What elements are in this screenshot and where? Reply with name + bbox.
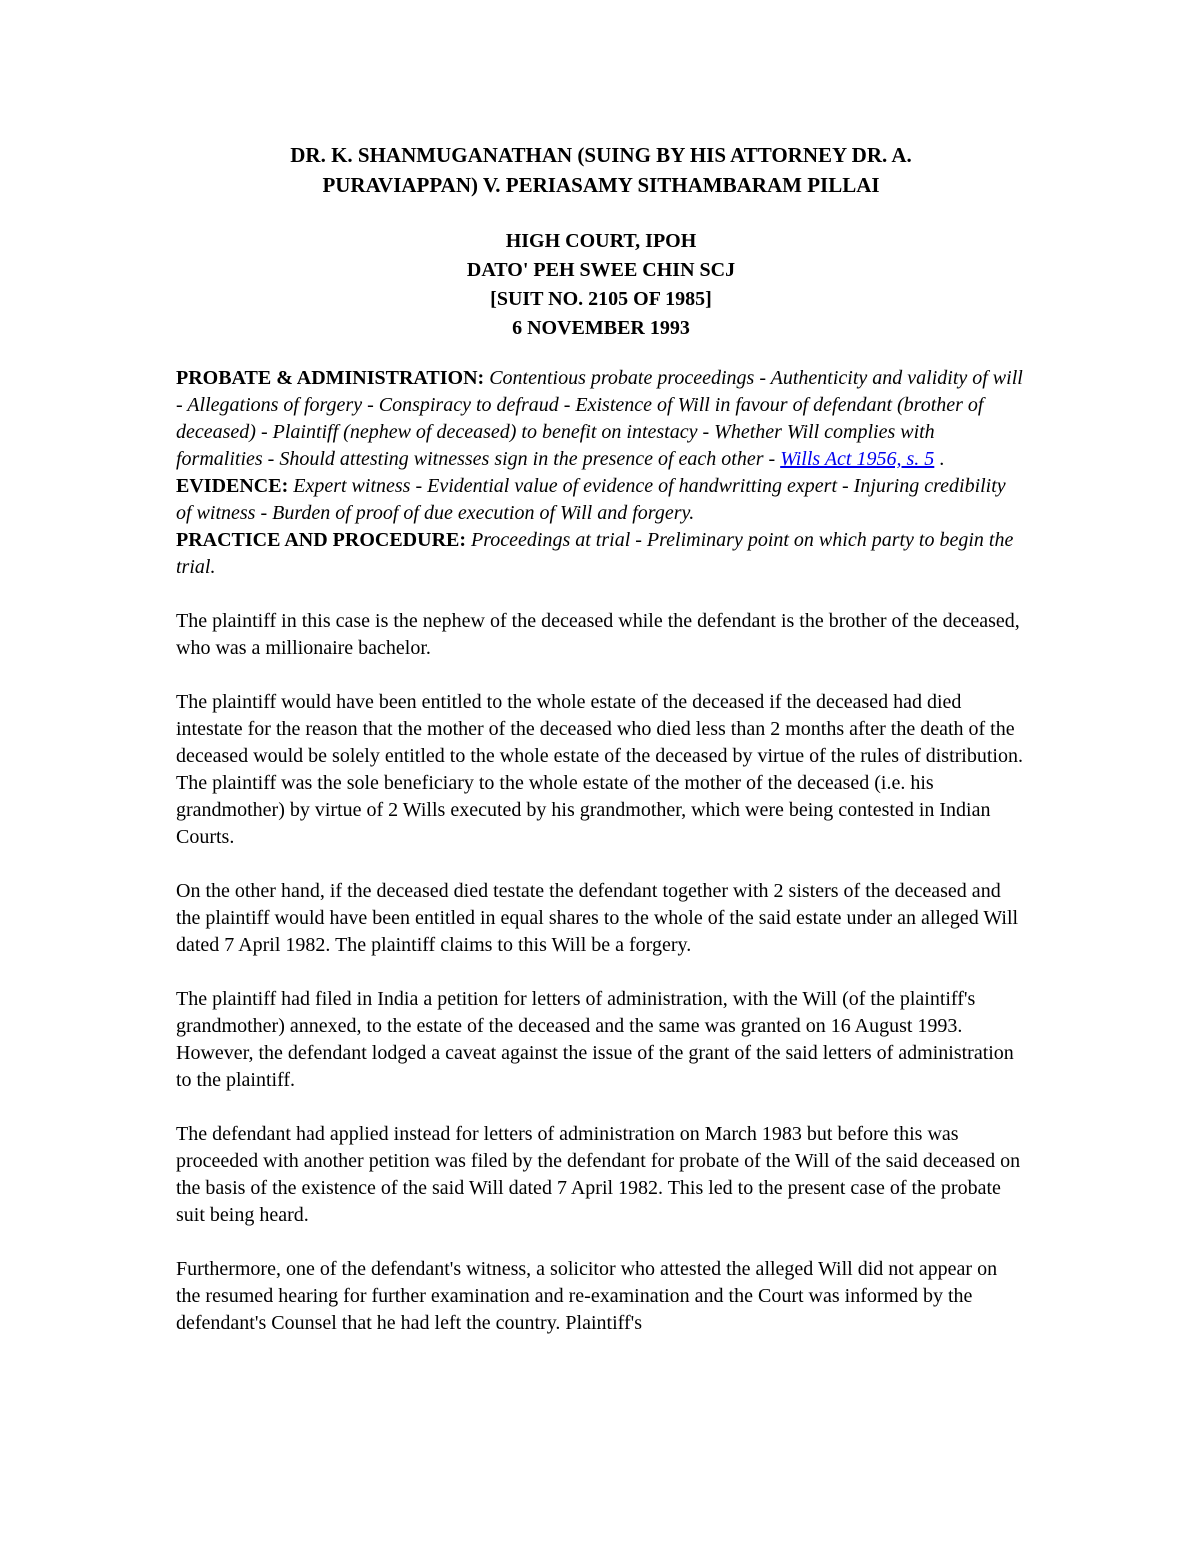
headnote-practice: [176, 527, 1026, 581]
headnote-evidence-label: EVIDENCE:: [176, 475, 289, 497]
headnote-probate: [176, 365, 1026, 473]
headnote-probate-text: Contentious probate proceedings - Authenticity and validity of will - Allegations of forgery - Conspiracy to defraud - Existence of Will in favour of defendant (brother of deceased) - Plaintiff (nephew of deceased) to benefit on intestacy - Whether Will complies with formalities - Should attesting witnesses sign in the presence of each other -: [176, 367, 1023, 470]
headnote-probate-label: PROBATE & ADMINISTRATION:: [176, 367, 485, 389]
suit-number: [SUIT NO. 2105 OF 1985]: [490, 288, 712, 310]
court-name: HIGH COURT, IPOH: [505, 230, 697, 252]
headnote-evidence-text: Expert witness - Evidential value of evidence of handwritting expert - Injuring credibility of witness - Burden of proof of due execution of Will and forgery.: [176, 475, 1006, 524]
document-page: [176, 140, 1026, 1364]
body-paragraph-6: Furthermore, one of the defendant's witness, a solicitor who attested the alleged Will did not appear on the resumed hearing for further examination and re-examination and the Court was informed by the defendant's Counsel that he had left the country. Plaintiff's: [176, 1258, 998, 1334]
body-paragraph-2: The plaintiff would have been entitled to the whole estate of the deceased if the deceased had died intestate for the reason that the mother of the deceased who died less than 2 months after the death of the deceased would be solely entitled to the whole estate of the deceased by virtue of the rules of distribution. The plaintiff was the sole beneficiary to the whole estate of the mother of the deceased (i.e. his grandmother) by virtue of 2 Wills executed by his grandmother, which were being contested in Indian Courts.: [176, 691, 1023, 848]
body-paragraph-3: On the other hand, if the deceased died testate the defendant together with 2 sisters of the deceased and the plaintiff would have been entitled in equal shares to the whole of the said estate under an alleged Will dated 7 April 1982. The plaintiff claims to this Will be a forgery.: [176, 880, 1019, 956]
body-paragraph-5: The defendant had applied instead for letters of administration on March 1983 but before this was proceeded with another petition was filed by the defendant for probate of the Will of the said deceased on the basis of the existence of the said Will dated 7 April 1982. This led to the present case of the probate suit being heard.: [176, 1123, 1021, 1226]
case-title-line-1: DR. K. SHANMUGANATHAN (SUING BY HIS ATTORNEY DR. A.: [290, 143, 912, 167]
headnote-probate-end: .: [939, 448, 945, 470]
headnote-practice-label: PRACTICE AND PROCEDURE:: [176, 529, 467, 551]
case-title-line-2: PURAVIAPPAN) V. PERIASAMY SITHAMBARAM PILLAI: [322, 173, 880, 197]
body-paragraph-4: The plaintiff had filed in India a petition for letters of administration, with the Will (of the plaintiff's grandmother) annexed, to the estate of the deceased and the same was granted on 16 August 1993. However, the defendant lodged a caveat against the issue of the grant of the said letters of administration to the plaintiff.: [176, 988, 1014, 1091]
headnote-practice-text: Proceedings at trial - Preliminary point on which party to begin the trial.: [176, 529, 1014, 578]
judge-name: DATO' PEH SWEE CHIN SCJ: [466, 259, 736, 281]
body-paragraph-1: The plaintiff in this case is the nephew of the deceased while the defendant is the brother of the deceased, who was a millionaire bachelor.: [176, 610, 1020, 659]
judgment-date: 6 NOVEMBER 1993: [512, 317, 690, 339]
headnotes: [176, 365, 1026, 581]
case-title: [176, 140, 1026, 200]
headnote-evidence: [176, 473, 1026, 527]
court-info: [176, 227, 1026, 343]
wills-act-link[interactable]: Wills Act 1956, s. 5: [780, 448, 935, 470]
